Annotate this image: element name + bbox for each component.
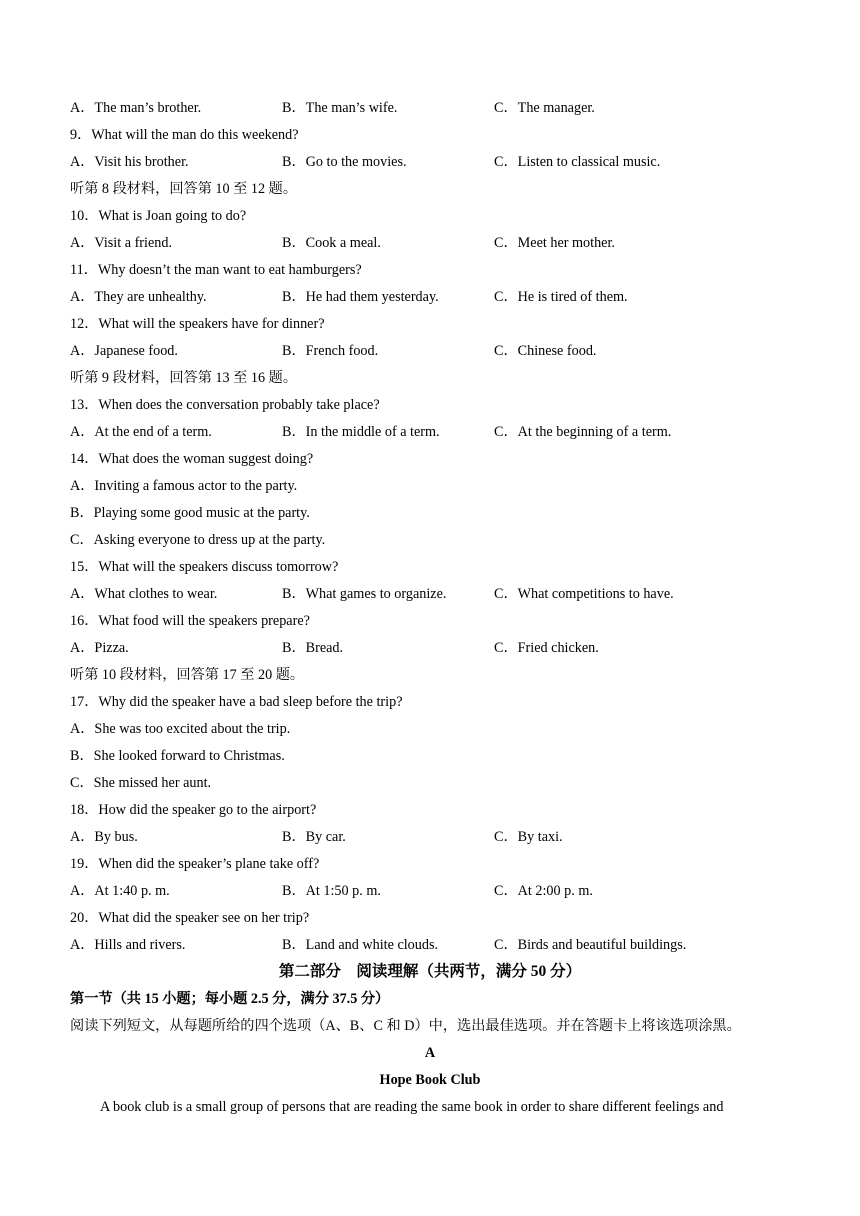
part-2-title: 第二部分 阅读理解（共两节，满分 50 分） [278,963,582,980]
q12-option-b: B．French food. [282,343,379,359]
q11-stem: 11．Why doesn’t the man want to eat hamburgers? [70,262,362,278]
q15-option-b: B．What games to organize. [282,586,447,602]
q10-option-b: B．Cook a meal. [282,235,381,251]
q8-option-a: A．The man’s brother. [70,100,202,116]
q10-option-c: C．Meet her mother. [494,235,615,251]
q17-option-b: B．She looked forward to Christmas. [70,748,285,764]
q10-option-a: A．Visit a friend. [70,235,172,251]
q11-option-b: B．He had them yesterday. [282,289,439,305]
q19-option-b: B．At 1:50 p. m. [282,883,381,899]
q19-stem: 19．When did the speaker’s plane take off? [70,856,320,872]
q17-option-c: C．She missed her aunt. [70,775,212,791]
q19-option-a: A．At 1:40 p. m. [70,883,170,899]
passage-title: Hope Book Club [379,1072,481,1088]
q12-stem: 12．What will the speakers have for dinner? [70,316,325,332]
q9-option-a: A．Visit his brother. [70,154,189,170]
part-2-section-1-heading: 第一节（共 15 小题；每小题 2.5 分，满分 37.5 分） [70,991,390,1007]
q17-stem: 17．Why did the speaker have a bad sleep before the trip? [70,694,403,710]
q14-option-c: C．Asking everyone to dress up at the party. [70,532,326,548]
q20-option-a: A．Hills and rivers. [70,937,186,953]
q17-option-a: A．She was too excited about the trip. [70,721,291,737]
q20-option-b: B．Land and white clouds. [282,937,439,953]
q14-stem: 14．What does the woman suggest doing? [70,451,314,467]
q12-option-c: C．Chinese food. [494,343,597,359]
q9-option-b: B．Go to the movies. [282,154,407,170]
q14-option-a: A．Inviting a famous actor to the party. [70,478,298,494]
section-8-heading: 听第 8 段材料，回答第 10 至 12 题。 [70,181,298,197]
q18-option-c: C．By taxi. [494,829,563,845]
q12-option-a: A．Japanese food. [70,343,178,359]
q16-option-c: C．Fried chicken. [494,640,599,656]
q18-option-b: B．By car. [282,829,346,845]
q16-option-a: A．Pizza. [70,640,129,656]
section-10-heading: 听第 10 段材料，回答第 17 至 20 题。 [70,667,305,683]
q20-option-c: C．Birds and beautiful buildings. [494,937,687,953]
q16-stem: 16．What food will the speakers prepare? [70,613,310,629]
q9-stem: 9．What will the man do this weekend? [70,127,299,143]
q13-stem: 13．When does the conversation probably take place? [70,397,380,413]
q16-option-b: B．Bread. [282,640,344,656]
q18-stem: 18．How did the speaker go to the airport? [70,802,317,818]
q18-option-a: A．By bus. [70,829,138,845]
q15-option-a: A．What clothes to wear. [70,586,218,602]
q14-option-b: B．Playing some good music at the party. [70,505,310,521]
q8-option-c: C．The manager. [494,100,595,116]
q13-option-c: C．At the beginning of a term. [494,424,672,440]
q9-option-c: C．Listen to classical music. [494,154,661,170]
q11-option-a: A．They are unhealthy. [70,289,207,305]
passage-letter: A [424,1045,436,1061]
q13-option-b: B．In the middle of a term. [282,424,440,440]
q19-option-c: C．At 2:00 p. m. [494,883,593,899]
q13-option-a: A．At the end of a term. [70,424,212,440]
part-2-instructions: 阅读下列短文，从每题所给的四个选项（A、B、C 和 D）中，选出最佳选项。并在答题卡上将该选项涂黑。 [70,1018,741,1034]
q11-option-c: C．He is tired of them. [494,289,628,305]
q10-stem: 10．What is Joan going to do? [70,208,247,224]
q20-stem: 20．What did the speaker see on her trip? [70,910,310,926]
q15-stem: 15．What will the speakers discuss tomorrow? [70,559,339,575]
section-9-heading: 听第 9 段材料，回答第 13 至 16 题。 [70,370,298,386]
passage-first-line: A book club is a small group of persons that are reading the same book in order to share different feelings and [100,1099,724,1115]
q15-option-c: C．What competitions to have. [494,586,674,602]
q8-option-b: B．The man’s wife. [282,100,398,116]
